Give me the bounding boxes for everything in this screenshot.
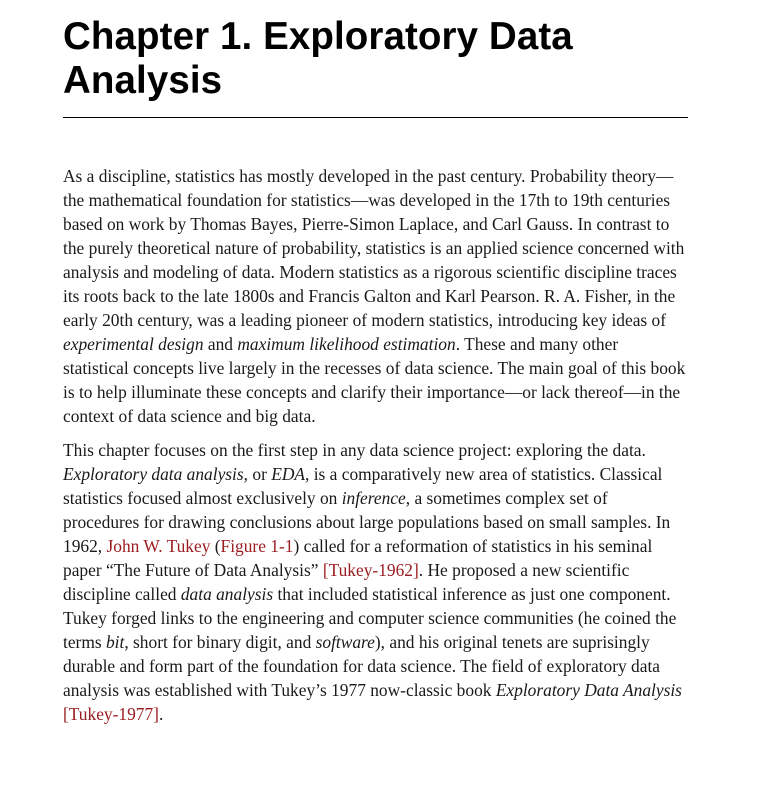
term-bit: bit — [105, 632, 125, 652]
term-software: software — [315, 632, 375, 652]
link-john-tukey[interactable]: John W. Tukey — [106, 536, 211, 556]
paragraph-text: , or — [243, 464, 272, 484]
paragraph-text: . — [158, 704, 164, 724]
paragraph-text: . He proposed a new scientific discipline called — [63, 560, 630, 604]
term-eda: EDA — [271, 464, 306, 484]
term-experimental-design: experimental design — [63, 334, 204, 354]
document-page — [63, 0, 688, 726]
paragraph-text: , is a comparatively new area of statistics. Classical statistics focused almost exclusively on — [63, 464, 663, 508]
term-eda-full: Exploratory data analysis — [63, 464, 244, 484]
paragraph-text: This chapter focuses on the first step in any data science project: exploring the data. — [63, 440, 646, 460]
paragraph-text: ( — [210, 536, 221, 556]
paragraph-text: ) called for a reformation of statistics in his seminal paper “The Future of Data Analysis” — [63, 536, 653, 580]
paragraph-text: and — [203, 334, 238, 354]
book-title: Exploratory Data Analysis — [495, 680, 682, 700]
link-figure-1-1[interactable]: Figure 1-1 — [220, 536, 294, 556]
term-inference: inference — [341, 488, 406, 508]
link-tukey-1977[interactable]: [Tukey-1977] — [63, 704, 159, 724]
paragraph-text: As a discipline, statistics has mostly developed in the past century. Probability theory—the mathematical foundation for statistics—was developed in the 17th to 19th centuries based on work by Thomas Bayes, Pierre-Simon Laplace, and Carl Gauss. In contrast to the purely theoretical nature of probability, statistics is an applied science concerned with analysis and modeling of data. Modern statistics as a rigorous scientific discipline traces its roots back to the late 1800s and Francis Galton and Karl Pearson. R. A. Fisher, in the early 20th century, was a leading pioneer of modern statistics, introducing key ideas of — [63, 166, 685, 330]
paragraph-text: . These and many other statistical concepts live largely in the recesses of data science. The main goal of this book is to help illuminate these concepts and clarify their importance—or lack thereof—in the context of data science and big data. — [63, 334, 686, 426]
chapter-title: Chapter 1. Exploratory Data Analysis — [63, 15, 573, 102]
term-maximum-likelihood: maximum likelihood estimation — [237, 334, 456, 354]
paragraph-text: ), and his original tenets are suprisingly durable and form part of the foundation for data science. The field of exploratory data analysis was established with Tukey’s 1977 now-classic book — [63, 632, 661, 700]
paragraph-intro — [63, 164, 688, 428]
term-data-analysis: data analysis — [180, 584, 274, 604]
paragraph-eda — [63, 438, 688, 726]
title-divider — [63, 117, 688, 118]
paragraph-text: that included statistical inference as just one component. Tukey forged links to the engineering and computer science communities (he coined the terms — [63, 584, 677, 652]
paragraph-text: , short for binary digit, and — [124, 632, 316, 652]
paragraph-text: , a sometimes complex set of procedures for drawing conclusions about large populations based on small samples. In 1962, — [63, 488, 671, 556]
link-tukey-1962[interactable]: [Tukey-1962] — [322, 560, 419, 580]
